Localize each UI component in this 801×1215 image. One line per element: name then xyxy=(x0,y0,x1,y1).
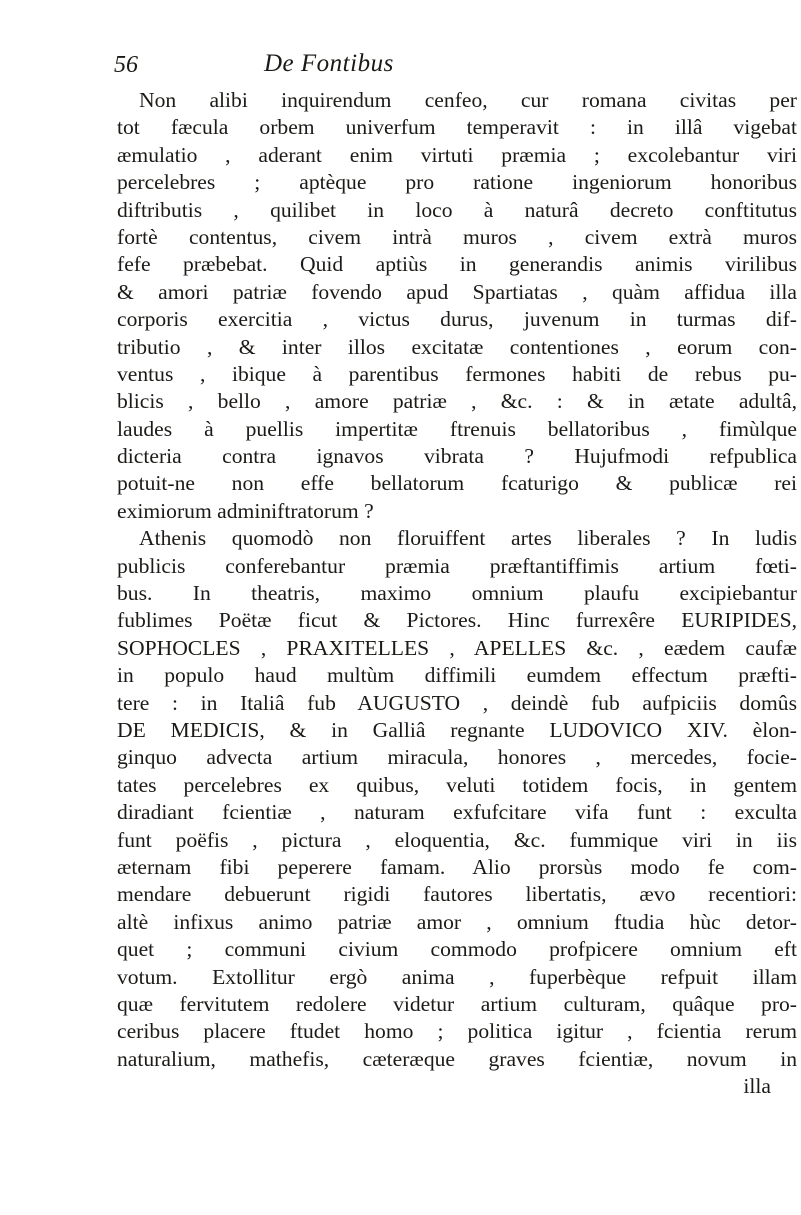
text-line: ceribus placere ftudet homo ; politica igitur , fcientia rerum xyxy=(117,1019,797,1044)
text-line: diftributis , quilibet in loco à naturâ decreto conftitutus xyxy=(117,197,797,222)
page-number: 56 xyxy=(114,52,138,78)
text-line: Athenis quomodò non floruiffent artes liberales ? In ludis xyxy=(139,526,797,551)
text-line: quæ fervitutem redolere videtur artium culturam, quâque pro- xyxy=(117,991,797,1016)
text-line: tot fæcula orbem univerfum temperavit : in illâ vigebat xyxy=(117,115,797,140)
text-line: potuit-ne non effe bellatorum fcaturigo & publicæ rei xyxy=(117,471,797,496)
text-line: dicteria contra ignavos vibrata ? Hujufmodi refpublica xyxy=(117,444,797,469)
text-line: laudes à puellis impertitæ ftrenuis bellatoribus , fimùlque xyxy=(117,416,797,441)
text-line: fublimes Poëtæ ficut & Pictores. Hinc furrexêre EURIPIDES, xyxy=(117,608,797,633)
text-line: naturalium, mathefis, cæteræque graves fcientiæ, novum in xyxy=(117,1046,797,1071)
text-line: tributio , & inter illos excitatæ contentiones , eorum con- xyxy=(117,334,797,359)
text-line: mendare debuerunt rigidi fautores libertatis, ævo recentiori: xyxy=(117,882,797,907)
text-line: SOPHOCLES , PRAXITELLES , APELLES &c. , eædem caufæ xyxy=(117,635,797,660)
text-line: percelebres ; aptèque pro ratione ingeniorum honoribus xyxy=(117,170,797,195)
text-line: ventus , ibique à parentibus fermones habiti de rebus pu- xyxy=(117,361,797,386)
text-line: quet ; communi civium commodo profpicere omnium eft xyxy=(117,937,797,962)
text-line: altè infixus animo patriæ amor , omnium ftudia hùc detor- xyxy=(117,909,797,934)
text-line: fortè contentus, civem intrà muros , civem extrà muros xyxy=(117,224,797,249)
text-line: diradiant fcientiæ , naturam exfufcitare vifa funt : exculta xyxy=(117,800,797,825)
text-line: æternam fibi peperere famam. Alio prorsùs modo fe com- xyxy=(117,854,797,879)
text-line: & amori patriæ fovendo apud Spartiatas , quàm affidua illa xyxy=(117,279,797,304)
text-line: fefe præbebat. Quid aptiùs in generandis animis virilibus xyxy=(117,252,797,277)
text-line: ginquo advecta artium miracula, honores , mercedes, focie- xyxy=(117,745,797,770)
text-line: funt poëfis , pictura , eloquentia, &c. fummique viri in iis xyxy=(117,827,797,852)
text-line: blicis , bello , amore patriæ , &c. : & in ætate adultâ, xyxy=(117,389,797,414)
text-line: corporis exercitia , victus durus, juvenum in turmas dif- xyxy=(117,307,797,332)
page-header xyxy=(114,50,794,90)
body-text xyxy=(117,87,797,1100)
text-line: votum. Extollitur ergò anima , fuperbèque refpuit illam xyxy=(117,964,797,989)
text-line: DE MEDICIS, & in Galliâ regnante LUDOVICO XIV. èlon- xyxy=(117,717,797,742)
text-line: publicis conferebantur præmia præftantiffimis artium fœti- xyxy=(117,553,797,578)
text-line: tere : in Italiâ fub AUGUSTO , deindè fub aufpiciis domûs xyxy=(117,690,797,715)
text-line: tates percelebres ex quibus, veluti totidem focis, in gentem xyxy=(117,772,797,797)
text-line: æmulatio , aderant enim virtuti præmia ; excolebantur viri xyxy=(117,142,797,167)
text-line: eximiorum adminiftratorum ? xyxy=(117,498,374,523)
text-line: in populo haud multùm diffimili eumdem effectum præfti- xyxy=(117,663,797,688)
running-title: De Fontibus xyxy=(264,50,394,77)
catchword: illa xyxy=(743,1074,771,1099)
text-line: bus. In theatris, maximo omnium plaufu excipiebantur xyxy=(117,581,797,606)
text-line: Non alibi inquirendum cenfeo, cur romana civitas per xyxy=(139,88,797,112)
